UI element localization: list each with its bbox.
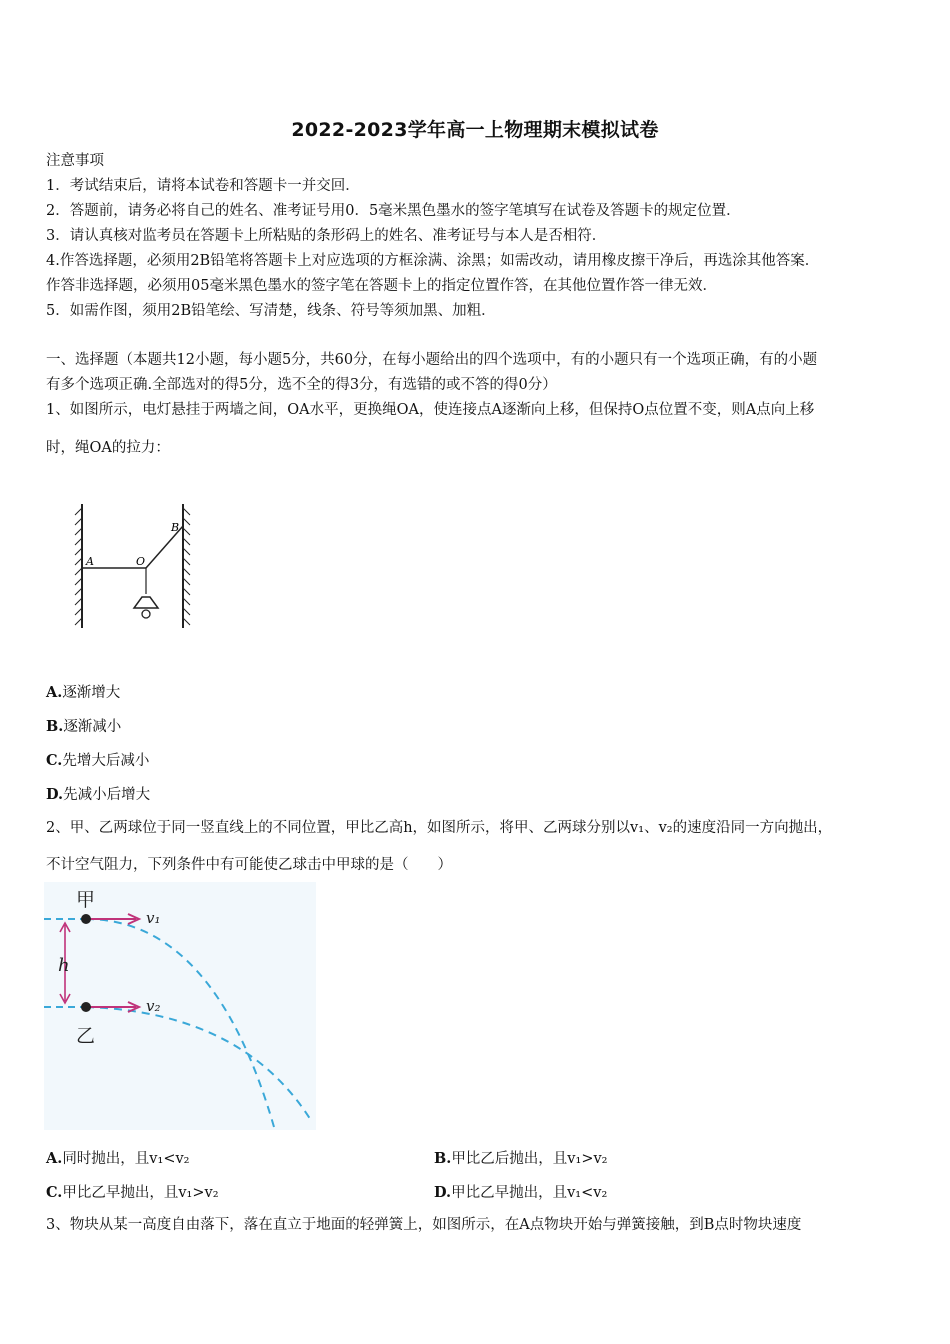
option-text: 甲比乙后抛出，且v₁>v₂ xyxy=(451,1151,608,1167)
section-heading: 一、选择题（本题共12小题，每小题5分，共60分，在每小题给出的四个选项中，有的小题只有一个选项正确，有的小题 xyxy=(46,352,818,368)
option-text: 甲比乙早抛出，且v₁>v₂ xyxy=(62,1185,219,1201)
option-text: 甲比乙早抛出，且v₁<v₂ xyxy=(451,1185,608,1201)
option-b xyxy=(46,715,121,736)
question-2-figure xyxy=(44,882,316,1130)
option-letter: B. xyxy=(434,1150,452,1167)
option-c xyxy=(46,749,149,770)
label-yi: 乙 xyxy=(76,1025,96,1047)
notice-item: 3．请认真核对监考员在答题卡上所粘贴的条形码上的姓名、准考证号与本人是否相符． xyxy=(46,228,607,244)
option-a xyxy=(46,1147,189,1168)
option-b xyxy=(434,1147,607,1168)
option-letter: D. xyxy=(434,1184,452,1201)
option-text: 先减小后增大 xyxy=(63,787,151,803)
option-text: 逐渐增大 xyxy=(62,685,121,701)
left-wall-hatching xyxy=(75,508,82,625)
lamp-bulb-icon xyxy=(142,610,150,618)
label-o: O xyxy=(136,555,146,568)
label-jia: 甲 xyxy=(76,889,96,911)
option-letter: C. xyxy=(46,1184,63,1201)
option-letter: C. xyxy=(46,752,63,769)
option-letter: D. xyxy=(46,786,64,803)
label-b: B xyxy=(171,521,180,534)
option-d xyxy=(434,1181,607,1202)
option-letter: A. xyxy=(46,1150,63,1167)
label-a: A xyxy=(86,555,94,568)
option-text: 逐渐减小 xyxy=(63,719,122,735)
notice-item: 1．考试结束后，请将本试卷和答题卡一并交回． xyxy=(46,178,360,194)
notice-item: 2．答题前，请务必将自己的姓名、准考证号用0．5毫米黑色墨水的签字笔填写在试卷及答题卡的规定位置． xyxy=(46,203,741,219)
notice-item: 4.作答选择题，必须用2B铅笔将答题卡上对应选项的方框涂满、涂黑；如需改动，请用橡皮擦干净后，再选涂其他答案． xyxy=(46,253,820,269)
option-d xyxy=(46,783,150,804)
option-letter: B. xyxy=(46,718,64,735)
page-title: 2022-2023学年高一上物理期末模拟试卷 xyxy=(291,119,659,141)
section-heading-cont: 有多个选项正确.全部选对的得5分，选不全的得3分，有选错的或不答的得0分） xyxy=(46,377,557,393)
ball-jia xyxy=(81,914,91,924)
option-text: 先增大后减小 xyxy=(62,753,150,769)
question-1-figure xyxy=(70,498,200,633)
right-wall-hatching xyxy=(183,508,190,625)
option-a xyxy=(46,681,120,702)
notice-heading: 注意事项 xyxy=(46,153,104,169)
label-h: h xyxy=(58,955,70,976)
notice-item: 5．如需作图，须用2B铅笔绘、写清楚，线条、符号等须加黑、加粗． xyxy=(46,303,496,319)
question-2-stem: 2、甲、乙两球位于同一竖直线上的不同位置，甲比乙高h，如图所示，将甲、乙两球分别以v₁、v₂的速度沿同一方向抛出， xyxy=(46,820,833,836)
option-text: 同时抛出，且v₁<v₂ xyxy=(62,1151,190,1167)
label-v2: v₂ xyxy=(146,997,161,1015)
question-1-stem-cont: 时，绳OA的拉力： xyxy=(46,440,170,456)
ball-yi xyxy=(81,1002,91,1012)
question-2-stem-cont: 不计空气阻力，下列条件中有可能使乙球击中甲球的是（ ） xyxy=(46,857,452,873)
option-c xyxy=(46,1181,219,1202)
label-v1: v₁ xyxy=(146,909,161,927)
notice-item: 作答非选择题，必须用05毫米黑色墨水的签字笔在答题卡上的指定位置作答，在其他位置作答一律无效． xyxy=(46,278,717,294)
lamp-shade-icon xyxy=(134,597,158,608)
question-3-stem: 3、物块从某一高度自由落下，落在直立于地面的轻弹簧上，如图所示，在A点物块开始与弹簧接触，到B点时物块速度 xyxy=(46,1217,802,1233)
question-1-stem: 1、如图所示，电灯悬挂于两墙之间，OA水平，更换绳OA，使连接点A逐渐向上移，但保持O点位置不变，则A点向上移 xyxy=(46,402,815,418)
option-letter: A. xyxy=(46,684,63,701)
